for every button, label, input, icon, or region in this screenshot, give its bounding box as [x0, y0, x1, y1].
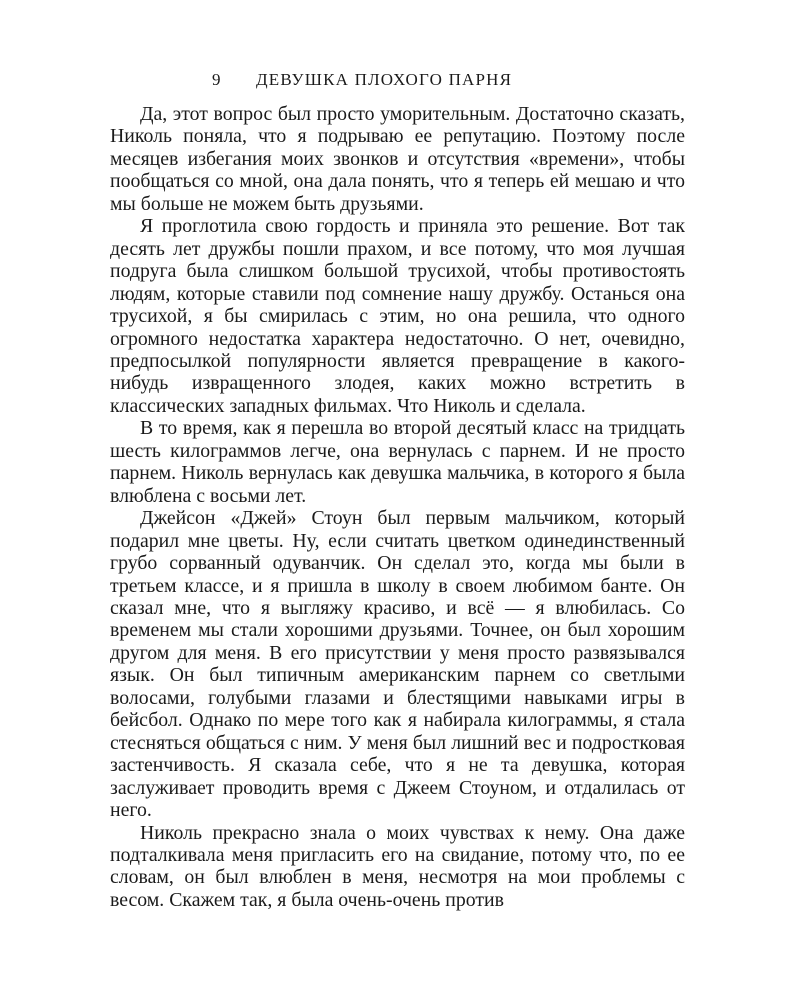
page-number: 9 — [212, 70, 222, 89]
paragraph: Джейсон «Джей» Стоун был первым мальчиком, который подарил мне цветы. Ну, если считать цветком одинединственный грубо сорванный одуванчик. Он сделал это, когда мы были в третьем классе, и я пришла в школу в своем любимом банте. Он сказал мне, что я выгляжу красиво, и всё — я влюбилась. Со временем мы стали хорошими друзьями. Точнее, он был хорошим другом для меня. В его присутствии у меня просто развязывался язык. Он был типичным американским парнем со светлыми волосами, голубыми глазами и блестящими навыками игры в бейсбол. Однако по мере того как я набирала килограммы, я стала стесняться общаться с ним. У меня был лишний вес и подростковая застенчивость. Я сказала себе, что я не та девушка, которая заслуживает проводить время с Джеем Стоуном, и отдалилась от него. — [110, 507, 685, 822]
book-title: ДЕВУШКА ПЛОХОГО ПАРНЯ — [256, 70, 513, 89]
running-head — [0, 68, 800, 92]
paragraph: Я проглотила свою гордость и приняла это решение. Вот так десять лет дружбы пошли прахом, и все потому, что моя лучшая подруга была слишком большой трусихой, чтобы противостоять людям, которые ставили под сомнение нашу дружбу. Останься она трусихой, я бы смирилась с этим, но она решила, что одного огромного недостатка характера недостаточно. О нет, очевидно, предпосылкой популярности является превращение в какого-нибудь извращенного злодея, каких можно встретить в классических западных фильмах. Что Николь и сделала. — [110, 215, 685, 417]
text-body — [110, 103, 685, 911]
paragraph: Да, этот вопрос был просто уморительным. Достаточно сказать, Николь поняла, что я подрываю ее репутацию. Поэтому после месяцев избегания моих звонков и отсутствия «времени», чтобы пообщаться со мной, она дала понять, что я теперь ей мешаю и что мы больше не можем быть друзьями. — [110, 103, 685, 215]
paragraph: В то время, как я перешла во второй десятый класс на тридцать шесть килограммов легче, она вернулась с парнем. И не просто парнем. Николь вернулась как девушка мальчика, в которого я была влюблена с восьми лет. — [110, 417, 685, 507]
paragraph: Николь прекрасно знала о моих чувствах к нему. Она даже подталкивала меня пригласить его на свидание, потому что, по ее словам, он был влюблен в меня, несмотря на мои проблемы с весом. Скажем так, я была очень-очень против — [110, 821, 685, 911]
